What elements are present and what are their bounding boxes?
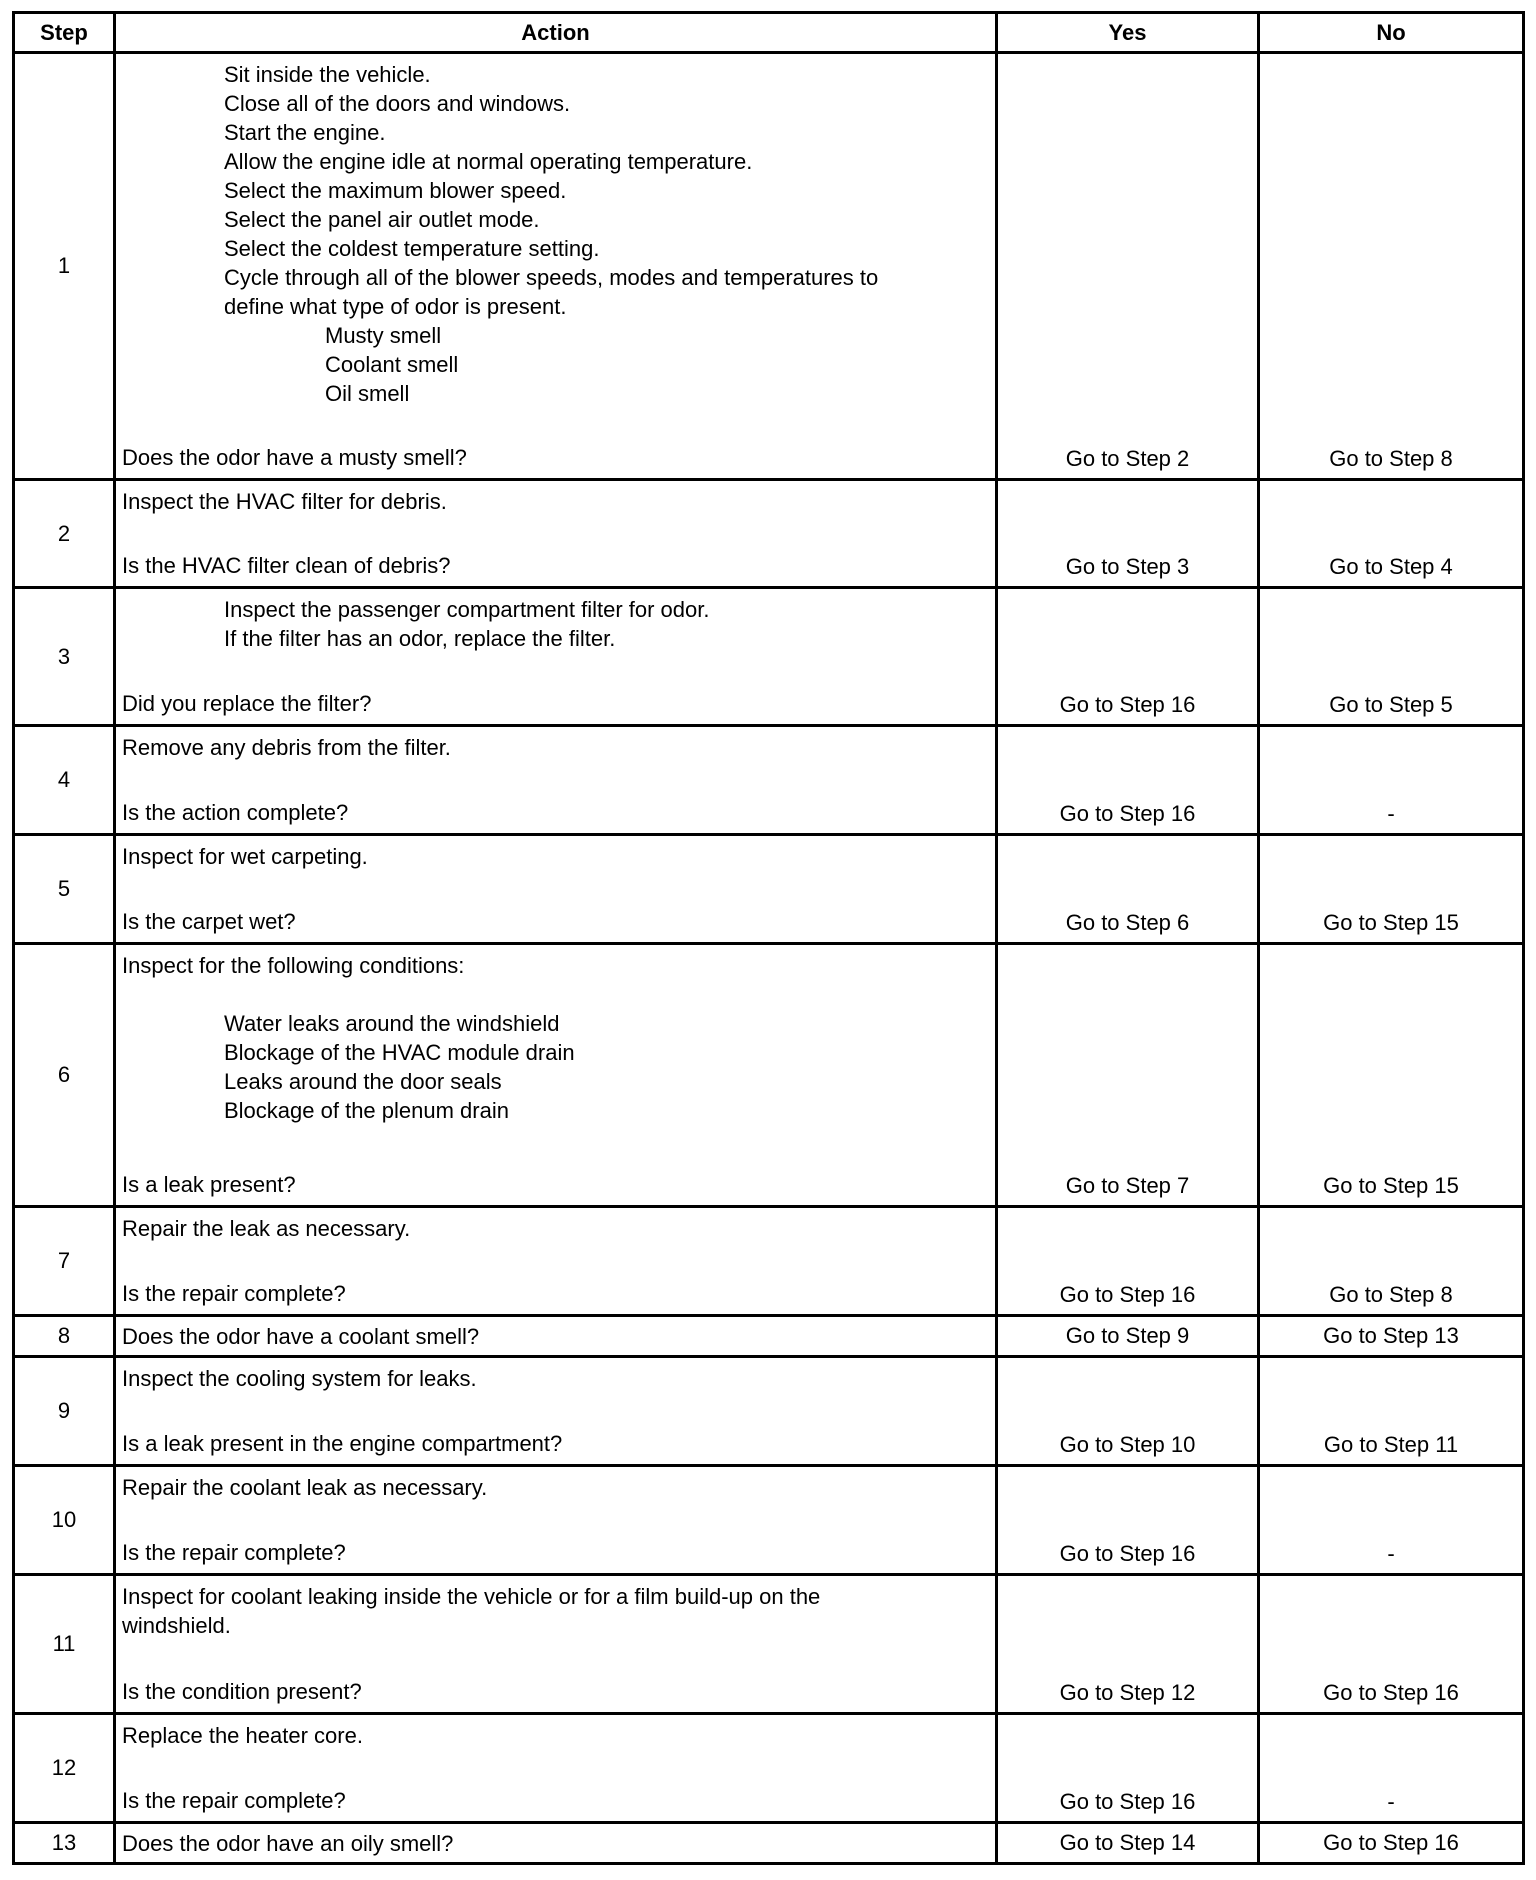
- action-question: Is the action complete?: [122, 800, 349, 825]
- action-line: Select the maximum blower speed.: [224, 178, 567, 203]
- no-result: -: [1259, 1466, 1524, 1575]
- header-row: [14, 13, 1524, 53]
- spacer: [122, 1125, 989, 1170]
- yes-result: Go to Step 16: [997, 1466, 1259, 1575]
- yes-result: Go to Step 12: [997, 1575, 1259, 1714]
- no-result: Go to Step 15: [1259, 944, 1524, 1207]
- action-cell: [115, 944, 997, 1207]
- spacer: [122, 408, 989, 443]
- step-number: 11: [14, 1575, 115, 1714]
- header-step: Step: [14, 13, 115, 53]
- action-content: [122, 1364, 989, 1458]
- action-content: [122, 487, 989, 580]
- step-number: 4: [14, 726, 115, 835]
- yes-result: Go to Step 7: [997, 944, 1259, 1207]
- table-row: [14, 1823, 1524, 1864]
- action-question: Did you replace the filter?: [122, 691, 372, 716]
- yes-result: Go to Step 10: [997, 1357, 1259, 1466]
- no-result: Go to Step 11: [1259, 1357, 1524, 1466]
- table-row: [14, 53, 1524, 480]
- action-line: If the filter has an odor, replace the filter.: [224, 626, 616, 651]
- action-line: Inspect for wet carpeting.: [122, 844, 368, 869]
- yes-result: Go to Step 16: [997, 1207, 1259, 1316]
- action-question: Is a leak present?: [122, 1172, 296, 1197]
- action-cell: [115, 53, 997, 480]
- action-line: Repair the coolant leak as necessary.: [122, 1475, 488, 1500]
- action-cell: [115, 1714, 997, 1823]
- header-action: Action: [115, 13, 997, 53]
- step-number: 3: [14, 588, 115, 726]
- action-line: Select the coldest temperature setting.: [224, 236, 600, 261]
- no-result: Go to Step 15: [1259, 835, 1524, 944]
- action-line: Cycle through all of the blower speeds, modes and temperatures to: [224, 265, 879, 290]
- action-line: [122, 980, 989, 1009]
- table-row: [14, 1466, 1524, 1575]
- action-content: [122, 1582, 989, 1706]
- table-row: [14, 1714, 1524, 1823]
- action-content: [122, 1721, 989, 1815]
- action-line: Inspect the passenger compartment filter for odor.: [224, 597, 710, 622]
- spacer: [122, 1640, 989, 1677]
- no-result: Go to Step 16: [1259, 1575, 1524, 1714]
- action-cell: [115, 1823, 997, 1864]
- action-line: Inspect the HVAC filter for debris.: [122, 489, 447, 514]
- yes-result: Go to Step 2: [997, 53, 1259, 480]
- action-question: Is the carpet wet?: [122, 909, 296, 934]
- action-cell: [115, 835, 997, 944]
- table-row: [14, 944, 1524, 1207]
- yes-result: Go to Step 16: [997, 1714, 1259, 1823]
- no-result: Go to Step 16: [1259, 1823, 1524, 1864]
- no-result: Go to Step 4: [1259, 480, 1524, 588]
- action-content: [122, 1214, 989, 1308]
- action-content: [122, 951, 989, 1199]
- yes-result: Go to Step 16: [997, 726, 1259, 835]
- step-number: 5: [14, 835, 115, 944]
- action-line: Inspect for coolant leaking inside the vehicle or for a film build-up on the: [122, 1584, 821, 1609]
- action-line: Oil smell: [325, 381, 410, 406]
- action-question: Is the repair complete?: [122, 1281, 346, 1306]
- yes-result: Go to Step 14: [997, 1823, 1259, 1864]
- action-line: Blockage of the plenum drain: [224, 1098, 509, 1123]
- yes-result: Go to Step 9: [997, 1316, 1259, 1357]
- step-number: 2: [14, 480, 115, 588]
- table-row: [14, 835, 1524, 944]
- table-row: [14, 1207, 1524, 1316]
- step-number: 6: [14, 944, 115, 1207]
- no-result: -: [1259, 726, 1524, 835]
- action-line: Close all of the doors and windows.: [224, 91, 571, 116]
- spacer: [122, 871, 989, 907]
- action-line: define what type of odor is present.: [224, 294, 567, 319]
- step-number: 12: [14, 1714, 115, 1823]
- table-row: [14, 1575, 1524, 1714]
- action-line: Inspect the cooling system for leaks.: [122, 1366, 477, 1391]
- no-result: Go to Step 13: [1259, 1316, 1524, 1357]
- action-line: Blockage of the HVAC module drain: [224, 1040, 575, 1065]
- action-line: Remove any debris from the filter.: [122, 735, 451, 760]
- step-number: 9: [14, 1357, 115, 1466]
- action-cell: [115, 1575, 997, 1714]
- action-line: Allow the engine idle at normal operating temperature.: [224, 149, 753, 174]
- action-cell: [115, 1316, 997, 1357]
- action-cell: [115, 480, 997, 588]
- spacer: [122, 653, 989, 689]
- action-cell: [115, 726, 997, 835]
- action-content: [122, 1473, 989, 1567]
- spacer: [122, 762, 989, 798]
- table-row: [14, 480, 1524, 588]
- action-line: Water leaks around the windshield: [224, 1011, 560, 1036]
- action-content: [122, 842, 989, 936]
- header-no: No: [1259, 13, 1524, 53]
- spacer: [122, 1750, 989, 1786]
- action-question: Is the HVAC filter clean of debris?: [122, 553, 451, 578]
- table-row: [14, 726, 1524, 835]
- action-line: Select the panel air outlet mode.: [224, 207, 540, 232]
- table-row: [14, 588, 1524, 726]
- no-result: Go to Step 8: [1259, 53, 1524, 480]
- action-line: Repair the leak as necessary.: [122, 1216, 411, 1241]
- header-yes: Yes: [997, 13, 1259, 53]
- action-content: [122, 595, 989, 718]
- step-number: 10: [14, 1466, 115, 1575]
- action-line: Leaks around the door seals: [224, 1069, 502, 1094]
- action-cell: [115, 1357, 997, 1466]
- step-number: 13: [14, 1823, 115, 1864]
- spacer: [122, 1502, 989, 1538]
- action-line: Sit inside the vehicle.: [224, 62, 431, 87]
- no-result: Go to Step 5: [1259, 588, 1524, 726]
- table-row: [14, 1316, 1524, 1357]
- action-content: [122, 733, 989, 827]
- action-content: [122, 60, 989, 472]
- step-number: 1: [14, 53, 115, 480]
- action-line: windshield.: [122, 1613, 231, 1638]
- action-question: Is the condition present?: [122, 1679, 362, 1704]
- action-cell: [115, 1207, 997, 1316]
- action-question: Does the odor have a coolant smell?: [122, 1323, 480, 1349]
- action-line: Coolant smell: [325, 352, 459, 377]
- action-question: Is the repair complete?: [122, 1540, 346, 1565]
- spacer: [122, 516, 989, 551]
- action-line: Musty smell: [325, 323, 442, 348]
- action-question: Is the repair complete?: [122, 1788, 346, 1813]
- diagnostic-table: [12, 11, 1525, 1865]
- action-cell: [115, 588, 997, 726]
- yes-result: Go to Step 16: [997, 588, 1259, 726]
- yes-result: Go to Step 6: [997, 835, 1259, 944]
- action-line: Start the engine.: [224, 120, 386, 145]
- table-row: [14, 1357, 1524, 1466]
- no-result: -: [1259, 1714, 1524, 1823]
- spacer: [122, 1243, 989, 1279]
- step-number: 7: [14, 1207, 115, 1316]
- action-cell: [115, 1466, 997, 1575]
- no-result: Go to Step 8: [1259, 1207, 1524, 1316]
- action-question: Does the odor have an oily smell?: [122, 1830, 454, 1856]
- action-line: Replace the heater core.: [122, 1723, 363, 1748]
- action-question: Does the odor have a musty smell?: [122, 445, 467, 470]
- action-line: Inspect for the following conditions:: [122, 953, 465, 978]
- step-number: 8: [14, 1316, 115, 1357]
- spacer: [122, 1393, 989, 1429]
- yes-result: Go to Step 3: [997, 480, 1259, 588]
- action-question: Is a leak present in the engine compartment?: [122, 1431, 563, 1456]
